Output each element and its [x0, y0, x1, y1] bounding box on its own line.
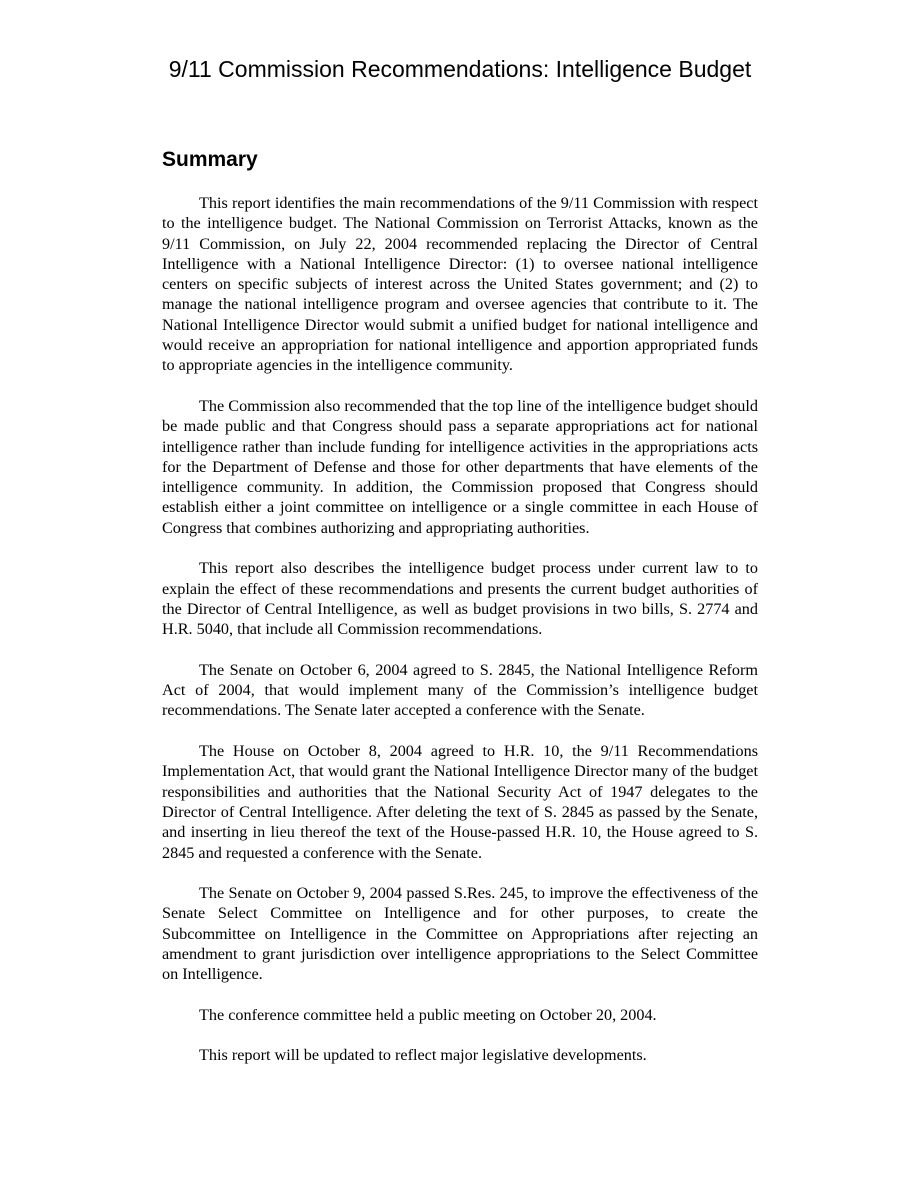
summary-body: [162, 193, 758, 1066]
summary-paragraph: The House on October 8, 2004 agreed to H.R. 10, the 9/11 Recommendations Implementation Act, that would grant the National Intelligence Director many of the budget responsibilities and authorities that the National Security Act of 1947 delegates to the Director of Central Intelligence. After deleting the text of S. 2845 as passed by the Senate, and inserting in lieu thereof the text of the House-passed H.R. 10, the House agreed to S. 2845 and requested a conference with the Senate.: [162, 742, 758, 862]
summary-paragraph: This report will be updated to reflect major legislative developments.: [199, 1046, 647, 1065]
document-title: 9/11 Commission Recommendations: Intelligence Budget: [168, 56, 752, 82]
summary-paragraph: This report identifies the main recommendations of the 9/11 Commission with respect to the intelligence budget. The National Commission on Terrorist Attacks, known as the 9/11 Commission, on July 22, 2004 recommended replacing the Director of Central Intelligence with a National Intelligence Director: (1) to oversee national intelligence centers on specific subjects of interest across the United States government; and (2) to manage the national intelligence program and oversee agencies that contribute to it. The National Intelligence Director would submit a unified budget for national intelligence and would receive an appropriation for national intelligence and apportion appropriated funds to appropriate agencies in the intelligence community.: [162, 194, 758, 375]
summary-paragraph: The conference committee held a public meeting on October 20, 2004.: [199, 1005, 657, 1024]
summary-paragraph: The Senate on October 9, 2004 passed S.Res. 245, to improve the effectiveness of the Senate Select Committee on Intelligence and for other purposes, to create the Subcommittee on Intelligence in the Committee on Appropriations after rejecting an amendment to grant jurisdiction over intelligence appropriations to the Select Committee on Intelligence.: [162, 884, 758, 984]
summary-paragraph: This report also describes the intelligence budget process under current law to to explain the effect of these recommendations and presents the current budget authorities of the Director of Central Intelligence, as well as budget provisions in two bills, S. 2774 and H.R. 5040, that include all Commission recommendations.: [162, 559, 758, 639]
summary-paragraph: The Senate on October 6, 2004 agreed to S. 2845, the National Intelligence Reform Act of 2004, that would implement many of the Commission’s intelligence budget recommendations. The Senate later accepted a conference with the Senate.: [162, 660, 758, 720]
summary-paragraph: The Commission also recommended that the top line of the intelligence budget should be made public and that Congress should pass a separate appropriations act for national intelligence rather than include funding for intelligence activities in the appropriations acts for the Department of Defense and those for other departments that have elements of the intelligence community. In addition, the Commission proposed that Congress should establish either a joint committee on intelligence or a single committee in each House of Congress that combines authorizing and appropriating authorities.: [162, 396, 758, 537]
section-heading-summary: Summary: [162, 148, 258, 171]
